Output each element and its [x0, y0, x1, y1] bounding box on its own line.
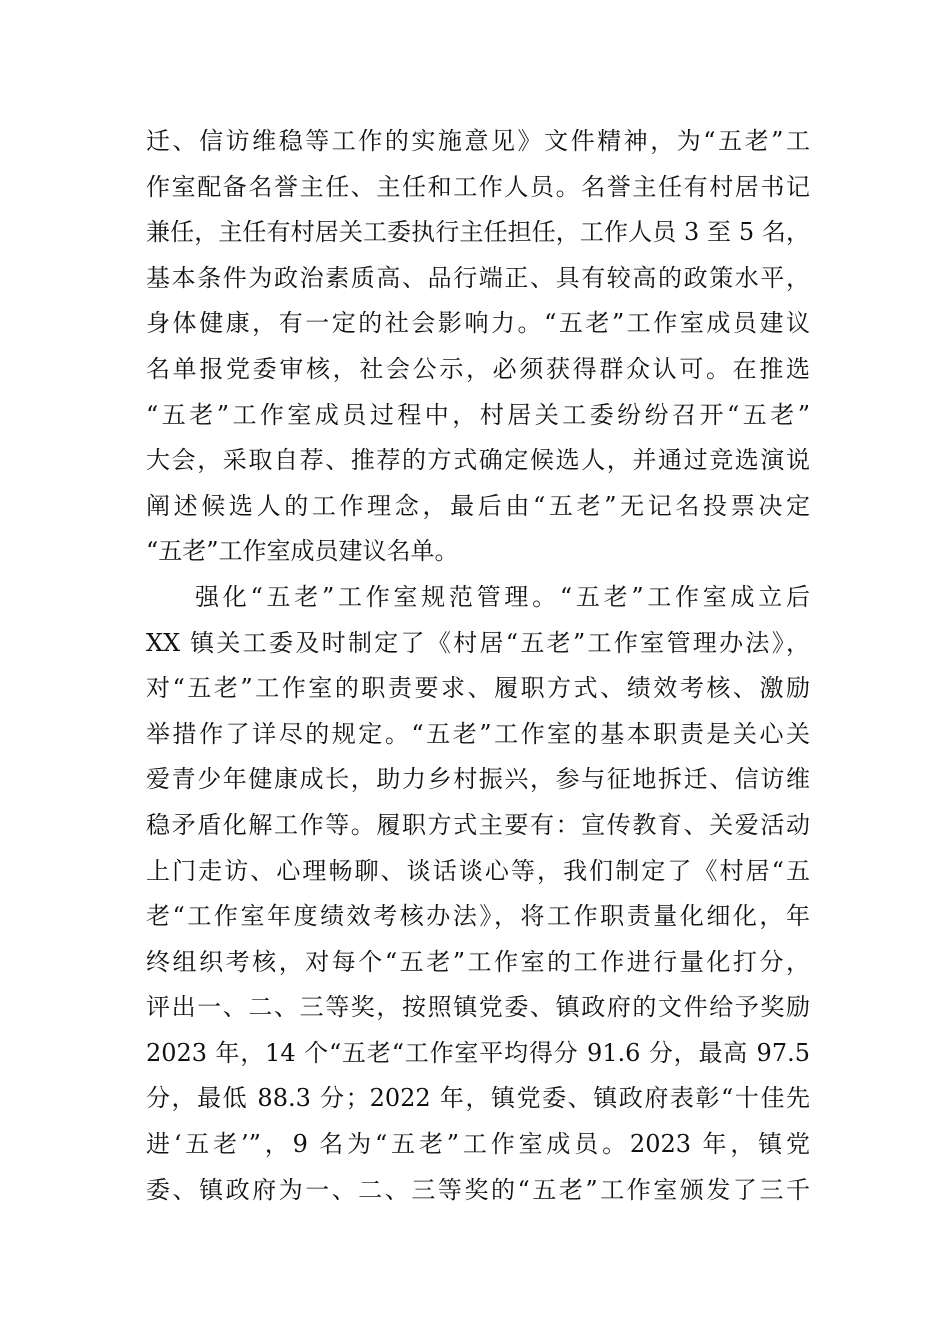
text-line: 阐述候选人的工作理念，最后由“五老”无记名投票决定 [146, 491, 810, 520]
text-line: 终组织考核，对每个“五老”工作室的工作进行量化打分， [146, 947, 810, 976]
text-line: “五老”工作室成员建议名单。 [146, 537, 459, 566]
text-line: 大会，采取自荐、推荐的方式确定候选人，并通过竞选演说 [146, 446, 810, 475]
text-line: 对“五老”工作室的职责要求、履职方式、绩效考核、激励 [146, 674, 810, 703]
text-line: 老“工作室年度绩效考核办法》，将工作职责量化细化，年 [146, 902, 810, 931]
text-line: 稳矛盾化解工作等。履职方式主要有：宣传教育、关爱活动 [146, 810, 810, 839]
text-line: 基本条件为政治素质高、品行端正、具有较高的政策水平， [146, 263, 810, 292]
text-line: 爱青少年健康成长，助力乡村振兴，参与征地拆迁、信访维 [146, 765, 810, 794]
text-line: XX 镇关工委及时制定了《村居“五老”工作室管理办法》， [146, 628, 810, 657]
text-line: 身体健康，有一定的社会影响力。“五老”工作室成员建议 [146, 309, 810, 338]
text-line: 举措作了详尽的规定。“五老”工作室的基本职责是关心关 [146, 719, 810, 748]
text-line: 委、镇政府为一、二、三等奖的“五老”工作室颁发了三千 [146, 1175, 810, 1204]
text-line: 迁、信访维稳等工作的实施意见》文件精神，为“五老”工 [146, 127, 810, 155]
text-line: “五老”工作室成员过程中，村居关工委纷纷召开“五老” [146, 400, 810, 429]
text-line: 上门走访、心理畅聊、谈话谈心等，我们制定了《村居“五 [146, 856, 810, 885]
text-line: 作室配备名誉主任、主任和工作人员。名誉主任有村居书记 [146, 172, 810, 201]
text-line: 分，最低 88.3 分；2022 年，镇党委、镇政府表彰“十佳先 [146, 1084, 810, 1113]
paragraph-first-line: 强化“五老”工作室规范管理。“五老”工作室成立后 [195, 582, 810, 611]
text-line: 进‘五老’”，9 名为“五老”工作室成员。2023 年，镇党 [146, 1130, 810, 1159]
text-line: 评出一、二、三等奖，按照镇党委、镇政府的文件给予奖励 [146, 993, 810, 1022]
text-line: 兼任，主任有村居关工委执行主任担任，工作人员 3 至 5 名， [146, 218, 810, 247]
body-text [146, 119, 810, 1213]
text-line: 2023 年，14 个“五老“工作室平均得分 91.6 分，最高 97.5 [146, 1038, 810, 1067]
text-line: 名单报党委审核，社会公示，必须获得群众认可。在推选 [146, 354, 810, 383]
